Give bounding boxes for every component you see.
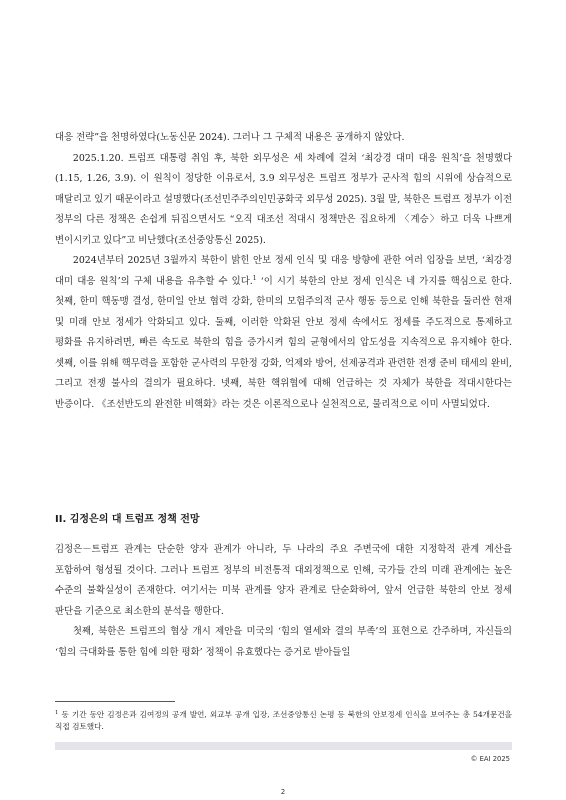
paragraph-trump-inauguration: 2025.1.20. 트럼프 대통령 취임 후, 북한 외무성은 세 차례에 걸쳐 ‘최강경 대미 대응 원칙’을 천명했다(1.15, 1.26, 3.9). 이 원칙이 정당한 이유로서, 3.9 외무성은 트럼프 정부가 군사적 힘의 시위에 상습적으로 매달리고 있기 때문이라고 설명했다(조선민주주의인민공화국 외무성 2025). 3월 말, 북한은 트럼프 정부가 이전 정부의 다른 정책은 손쉽게 뒤집으면서도 “오직 대조선 적대시 정책만은 집요하게 〈계승〉하고 더욱 나쁘게 변이시키고 있다”고 비난했다(조선중앙통신 2025).	[55, 152, 512, 246]
footnote-marker[interactable]: 1	[252, 274, 257, 282]
section-heading: II. 김정은의 대 트럼프 정책 전망	[55, 514, 200, 525]
paragraph-first-point: 첫째, 북한은 트럼프의 협상 개시 제안을 미국의 ‘힘의 열세와 결의 부족’의 표현으로 간주하며, 자신들의 ‘힘의 극대화를 통한 힘에 의한 평화’ 정책이 유효했다는 증거로 받아들일	[55, 626, 512, 658]
footnote	[55, 707, 512, 733]
paragraph-text-continued: ‘이 시기 북한의 안보 정세 인식은 네 가지를 핵심으로 한다. 첫째, 한미 핵동맹 결성, 한미일 안보 협력 강화, 한미의 모험주의적 군사 행동 등으로 인해 북한을 둘러싼 현재 및 미래 안보 정세가 악화되고 있다. 둘째, 이러한 악화된 안보 정세 속에서도 정세를 주도적으로 통제하고 평화를 유지하려면, 빠른 속도로 북한의 힘을 증가시켜 힘의 균형에서의 압도성을 지속적으로 유지해야 한다. 셋째, 이를 위해 핵무력을 포함한 군사력의 무한정 강화, 억제와 방어, 선제공격과 관련한 전쟁 준비 태세의 완비, 그리고 전쟁 불사의 결의가 필요하다. 넷째, 북한 핵위협에 대해 언급하는 것 자체가 북한을 적대시한다는 반증이다. 《조선반도의 완전한 비핵화》라는 것은 이론적으로나 실천적으로, 물리적으로 이미 사멸되었다.	[55, 275, 512, 410]
body-section-top	[55, 128, 512, 415]
copyright-notice: © EAI 2025	[470, 755, 510, 763]
paragraph-relations: 김정은－트럼프 관계는 단순한 양자 관계가 아니라, 두 나라의 주요 주변국에 대한 지정학적 관계 계산을 포함하여 형성될 것이다. 그러나 트럼프 정부의 비전통적 대외정책으로 인해, 국가들 간의 미래 관계에는 높은 수준의 불확실성이 존재한다. 여기서는 미북 관계를 양자 관계로 단순화하여, 앞서 언급한 북한의 안보 정세 판단을 기준으로 최소한의 분석을 행한다.	[55, 544, 512, 617]
body-section-bottom	[55, 540, 512, 663]
paragraph-text: 2024년부터 2025년 3월까지 북한이 밝힌 안보 정세 인식 및 대응 방향에 관한 여러 입장을 보면, ‘최강경 대미 대응 원칙’의 구체 내용을 유추할 수 있다.	[55, 255, 512, 287]
page-number: 2	[280, 788, 286, 796]
footer-bar	[55, 742, 512, 750]
footnote-number: 1	[55, 710, 59, 716]
paragraph-continued: 대응 전략”을 천명하였다(노동신문 2024). 그러나 그 구체적 내용은 공개하지 않았다.	[55, 132, 405, 143]
footnote-divider	[55, 701, 175, 702]
paragraph-security-perception	[55, 251, 512, 415]
footnote-text: 동 기간 동안 김정은과 김여정의 공개 발언, 외교부 공개 입장, 조선중앙통신 논평 등 북한의 안보정세 인식을 보여주는 총 54개문건을 직접 검토했다.	[55, 710, 512, 731]
